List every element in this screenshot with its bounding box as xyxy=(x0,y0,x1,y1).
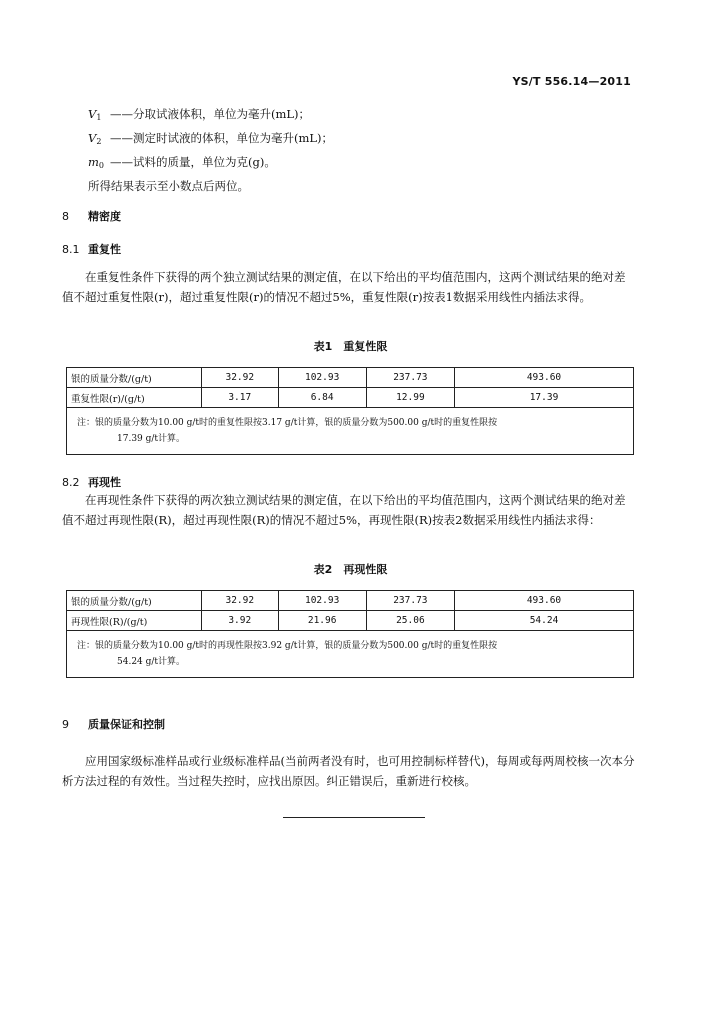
table-cell: 12.99 xyxy=(366,388,454,408)
table-cell: 54.24 xyxy=(455,611,634,631)
table-cell: 493.60 xyxy=(455,368,634,388)
table-cell: 237.73 xyxy=(366,591,454,611)
table-1-repeatability xyxy=(66,367,634,455)
section-8-heading: 8 精密度 xyxy=(62,210,121,223)
table-row xyxy=(67,611,634,631)
table-cell: 3.92 xyxy=(202,611,279,631)
table-cell: 102.93 xyxy=(278,368,366,388)
table-cell: 再现性限(R)/(g/t) xyxy=(67,611,202,631)
table-cell: 21.96 xyxy=(278,611,366,631)
table-cell: 重复性限(r)/(g/t) xyxy=(67,388,202,408)
table-cell: 493.60 xyxy=(455,591,634,611)
table-1-note: 注：银的质量分数为10.00 g/t时的重复性限按3.17 g/t计算，银的质量分数为500.00 g/t时的重复性限按 17.39 g/t计算。 xyxy=(67,408,634,455)
table-note-row xyxy=(67,631,634,678)
table-cell: 6.84 xyxy=(278,388,366,408)
variable-m0: $m_0$ ——试料的质量，单位为克(g)。 xyxy=(88,155,276,170)
table-2-caption: 表2 再现性限 xyxy=(313,563,388,576)
section-9-heading: 9 质量保证和控制 xyxy=(62,718,165,731)
end-rule xyxy=(283,817,425,818)
table-2-reproducibility xyxy=(66,590,634,678)
table-cell: 17.39 xyxy=(455,388,634,408)
standard-number: YS/T 556.14—2011 xyxy=(512,75,631,88)
table-1-caption: 表1 重复性限 xyxy=(313,340,388,353)
section-8-2-heading: 8.2 再现性 xyxy=(62,476,121,489)
section-8-1-heading: 8.1 重复性 xyxy=(62,243,121,256)
table-row xyxy=(67,388,634,408)
table-cell: 25.06 xyxy=(366,611,454,631)
variable-definitions xyxy=(88,104,333,196)
table-row xyxy=(67,591,634,611)
table-cell: 102.93 xyxy=(278,591,366,611)
section-8-1-paragraph: 在重复性条件下获得的两个独立测试结果的测定值，在以下给出的平均值范围内，这两个测试结果的绝对差值不超过重复性限(r)，超过重复性限(r)的情况不超过5%，重复性限(r)按表1数据采用线性内插法求得。 xyxy=(62,270,626,304)
table-2-note: 注：银的质量分数为10.00 g/t时的再现性限按3.92 g/t计算，银的质量分数为500.00 g/t时的重复性限按 54.24 g/t计算。 xyxy=(67,631,634,678)
table-cell: 银的质量分数/(g/t) xyxy=(67,591,202,611)
table-cell: 银的质量分数/(g/t) xyxy=(67,368,202,388)
table-row xyxy=(67,368,634,388)
table-cell: 32.92 xyxy=(202,591,279,611)
table-cell: 237.73 xyxy=(366,368,454,388)
variable-v2: $V_2$ ——测定时试液的体积，单位为毫升(mL)； xyxy=(88,131,334,146)
table-note-row xyxy=(67,408,634,455)
section-9-paragraph: 应用国家级标准样品或行业级标准样品(当前两者没有时，也可用控制标样替代)，每周或每两周校核一次本分析方法过程的有效性。当过程失控时，应找出原因。纠正错误后，重新进行校核。 xyxy=(62,754,635,788)
variable-v1: $V_1$ ——分取试液体积，单位为毫升(mL)； xyxy=(88,107,311,122)
result-note: 所得结果表示至小数点后两位。 xyxy=(88,179,249,193)
section-8-2-paragraph: 在再现性条件下获得的两次独立测试结果的测定值，在以下给出的平均值范围内，这两个测试结果的绝对差值不超过再现性限(R)，超过再现性限(R)的情况不超过5%，再现性限(R)按表2数据采用线性内插法求得： xyxy=(62,493,626,527)
table-cell: 3.17 xyxy=(202,388,279,408)
table-cell: 32.92 xyxy=(202,368,279,388)
